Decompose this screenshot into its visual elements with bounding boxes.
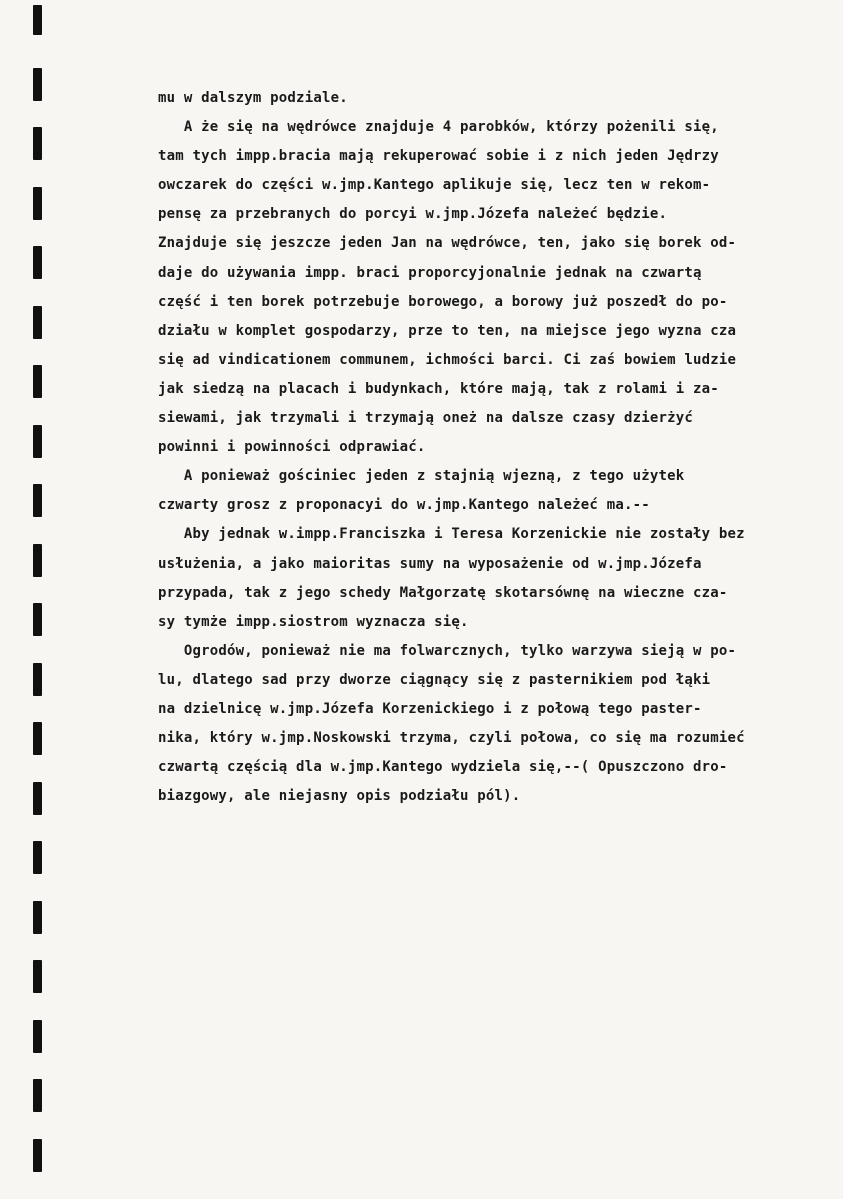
text-line: czwarty grosz z proponacyi do w.jmp.Kantego należeć ma.-- <box>158 497 650 514</box>
text-line: przypada, tak z jego schedy Małgorzatę skotarsównę na wieczne cza- <box>158 584 728 601</box>
binding-hole <box>33 484 42 517</box>
binding-hole <box>33 663 42 696</box>
typed-text-body <box>158 84 843 811</box>
text-line: usłużenia, a jako maioritas sumy na wyposażenie od w.jmp.Józefa <box>158 555 702 572</box>
text-line: A ponieważ gościniec jeden z stajnią wjezną, z tego użytek <box>158 468 685 485</box>
binding-holes <box>0 0 60 1199</box>
text-line: pensę za przebranych do porcyi w.jmp.Józefa należeć będzie. <box>158 206 668 223</box>
text-line: owczarek do części w.jmp.Kantego aplikuje się, lecz ten w rekom- <box>158 177 711 194</box>
binding-hole <box>33 5 42 35</box>
text-line: biazgowy, ale niejasny opis podziału pól). <box>158 788 521 805</box>
text-line: A że się na wędrówce znajduje 4 parobków, którzy pożenili się, <box>158 119 719 136</box>
binding-hole <box>33 68 42 101</box>
binding-hole <box>33 841 42 874</box>
text-line: siewami, jak trzymali i trzymają oneż na dalsze czasy dzierżyć <box>158 410 693 427</box>
binding-hole <box>33 960 42 993</box>
text-line: mu w dalszym podziale. <box>158 90 348 106</box>
text-line: na dzielnicę w.jmp.Józefa Korzenickiego i z połową tego paster- <box>158 700 702 717</box>
binding-hole <box>33 901 42 934</box>
binding-hole <box>33 603 42 636</box>
text-line: daje do używania impp. braci proporcyjonalnie jednak na czwartą <box>158 264 702 281</box>
text-line: czwartą częścią dla w.jmp.Kantego wydziela się,--( Opuszczono dro- <box>158 759 728 776</box>
binding-hole <box>33 425 42 458</box>
text-line: się ad vindicationem communem, ichmości barci. Ci zaś bowiem ludzie <box>158 351 737 368</box>
binding-hole <box>33 246 42 279</box>
binding-hole <box>33 1139 42 1172</box>
binding-hole <box>33 544 42 577</box>
binding-hole <box>33 1079 42 1112</box>
binding-hole <box>33 782 42 815</box>
text-line: lu, dlatego sad przy dworze ciągnący się z pasternikiem pod łąki <box>158 671 711 688</box>
text-line: działu w komplet gospodarzy, prze to ten, na miejsce jego wyzna cza <box>158 322 737 339</box>
text-line: Znajduje się jeszcze jeden Jan na wędrówce, ten, jako się borek od- <box>158 235 737 252</box>
binding-hole <box>33 1020 42 1053</box>
binding-hole <box>33 127 42 160</box>
binding-hole <box>33 306 42 339</box>
text-line: tam tych impp.bracia mają rekuperować sobie i z nich jeden Jędrzy <box>158 148 719 165</box>
text-line: powinni i powinności odprawiać. <box>158 439 426 456</box>
text-line: część i ten borek potrzebuje borowego, a borowy już poszedł do po- <box>158 293 728 310</box>
binding-hole <box>33 187 42 220</box>
text-line: sy tymże impp.siostrom wyznacza się. <box>158 613 469 630</box>
text-line: Aby jednak w.impp.Franciszka i Teresa Korzenickie nie zostały bez <box>158 526 745 543</box>
text-line: jak siedzą na placach i budynkach, które mają, tak z rolami i za- <box>158 380 719 397</box>
text-line: nika, który w.jmp.Noskowski trzyma, czyli połowa, co się ma rozumieć <box>158 730 745 747</box>
text-line: Ogrodów, ponieważ nie ma folwarcznych, tylko warzywa sieją w po- <box>158 642 737 659</box>
binding-hole <box>33 722 42 755</box>
binding-hole <box>33 365 42 398</box>
